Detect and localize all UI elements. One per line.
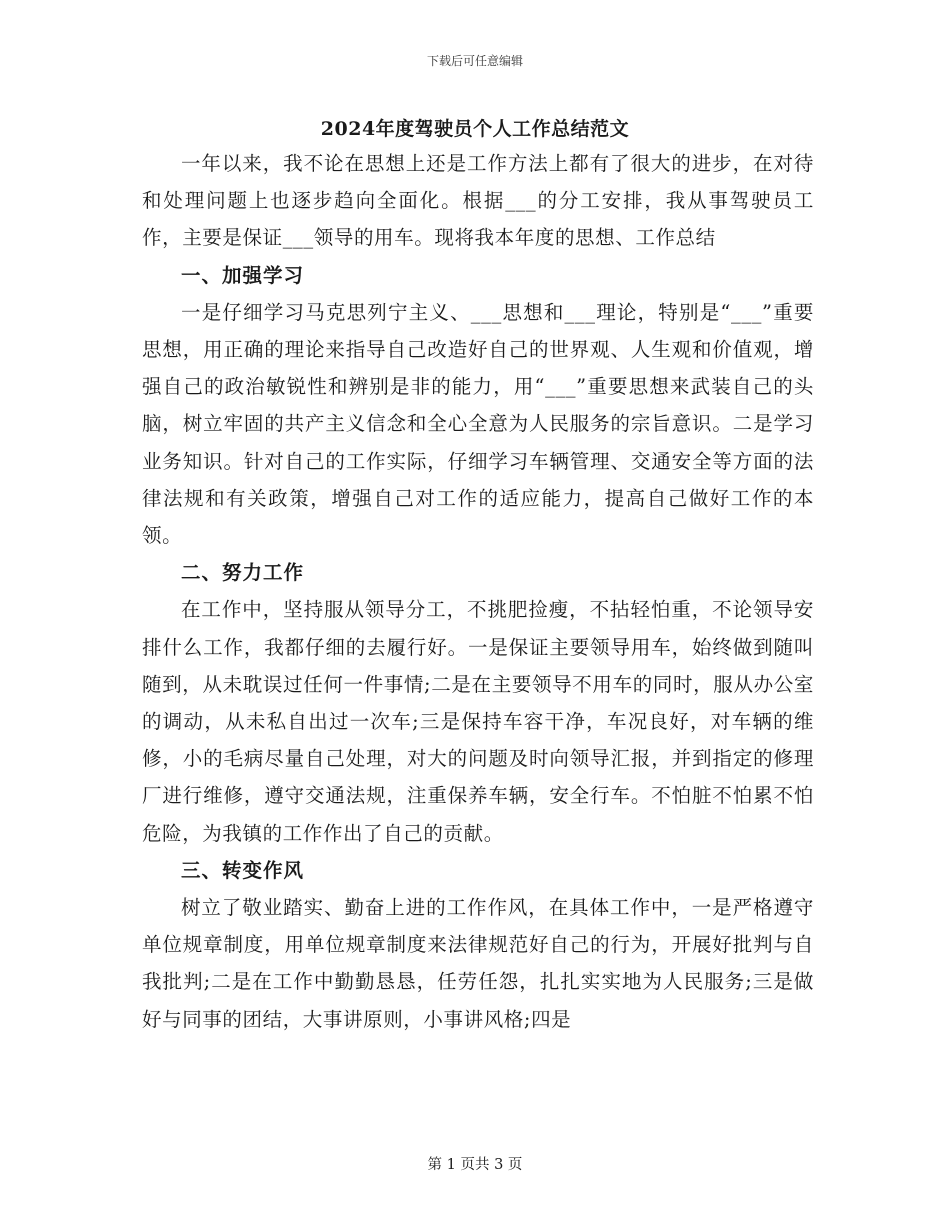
page-number: 第 1 页共 3 页	[427, 1157, 523, 1173]
section-paragraph-work: 在工作中，坚持服从领导分工，不挑肥捡瘦，不拈轻怕重，不论领导安排什么工作，我都仔细的去履行好。一是保证主要领导用车，始终做到随叫随到，从未耽误过任何一件事情;二是在主要领导不用车的同时，服从办公室的调动，从未私自出过一次车;三是保持车容干净，车况良好，对车辆的维修，小的毛病尽量自己处理，对大的问题及时向领导汇报，并到指定的修理厂进行维修，遵守交通法规，注重保养车辆，安全行车。不怕脏不怕累不怕危险，为我镇的工作作出了自己的贡献。	[142, 598, 814, 845]
section-paragraph-style: 树立了敬业踏实、勤奋上进的工作作风，在具体工作中，一是严格遵守单位规章制度，用单位规章制度来法律规范好自己的行为，开展好批判与自我批判;二是在工作中勤勤恳恳，任劳任怨，扎扎实实地为人民服务;三是做好与同事的团结，大事讲原则，小事讲风格;四是	[142, 896, 814, 1031]
section-paragraph-study: 一是仔细学习马克思列宁主义、___思想和___理论，特别是“___”重要思想，用正确的理论来指导自己改造好自己的世界观、人生观和价值观，增强自己的政治敏锐性和辨别是非的能力，用“___”重要思想来武装自己的头脑，树立牢固的共产主义信念和全心全意为人民服务的宗旨意识。二是学习业务知识。针对自己的工作实际，仔细学习车辆管理、交通安全等方面的法律法规和有关政策，增强自己对工作的适应能力，提高自己做好工作的本领。	[142, 300, 814, 548]
section-heading-study: 一、加强学习	[181, 263, 305, 287]
section-heading-style: 三、转变作风	[181, 858, 305, 882]
header-note: 下载后可任意编辑	[426, 54, 523, 68]
section-heading-work: 二、努力工作	[181, 561, 305, 585]
document-body	[142, 145, 814, 1038]
document-title: 2024年度驾驶员个人工作总结范文	[320, 118, 630, 140]
intro-paragraph: 一年以来，我不论在思想上还是工作方法上都有了很大的进步，在对待和处理问题上也逐步趋向全面化。根据___的分工安排，我从事驾驶员工作，主要是保证___领导的用车。现将我本年度的思想、工作总结	[142, 152, 814, 250]
